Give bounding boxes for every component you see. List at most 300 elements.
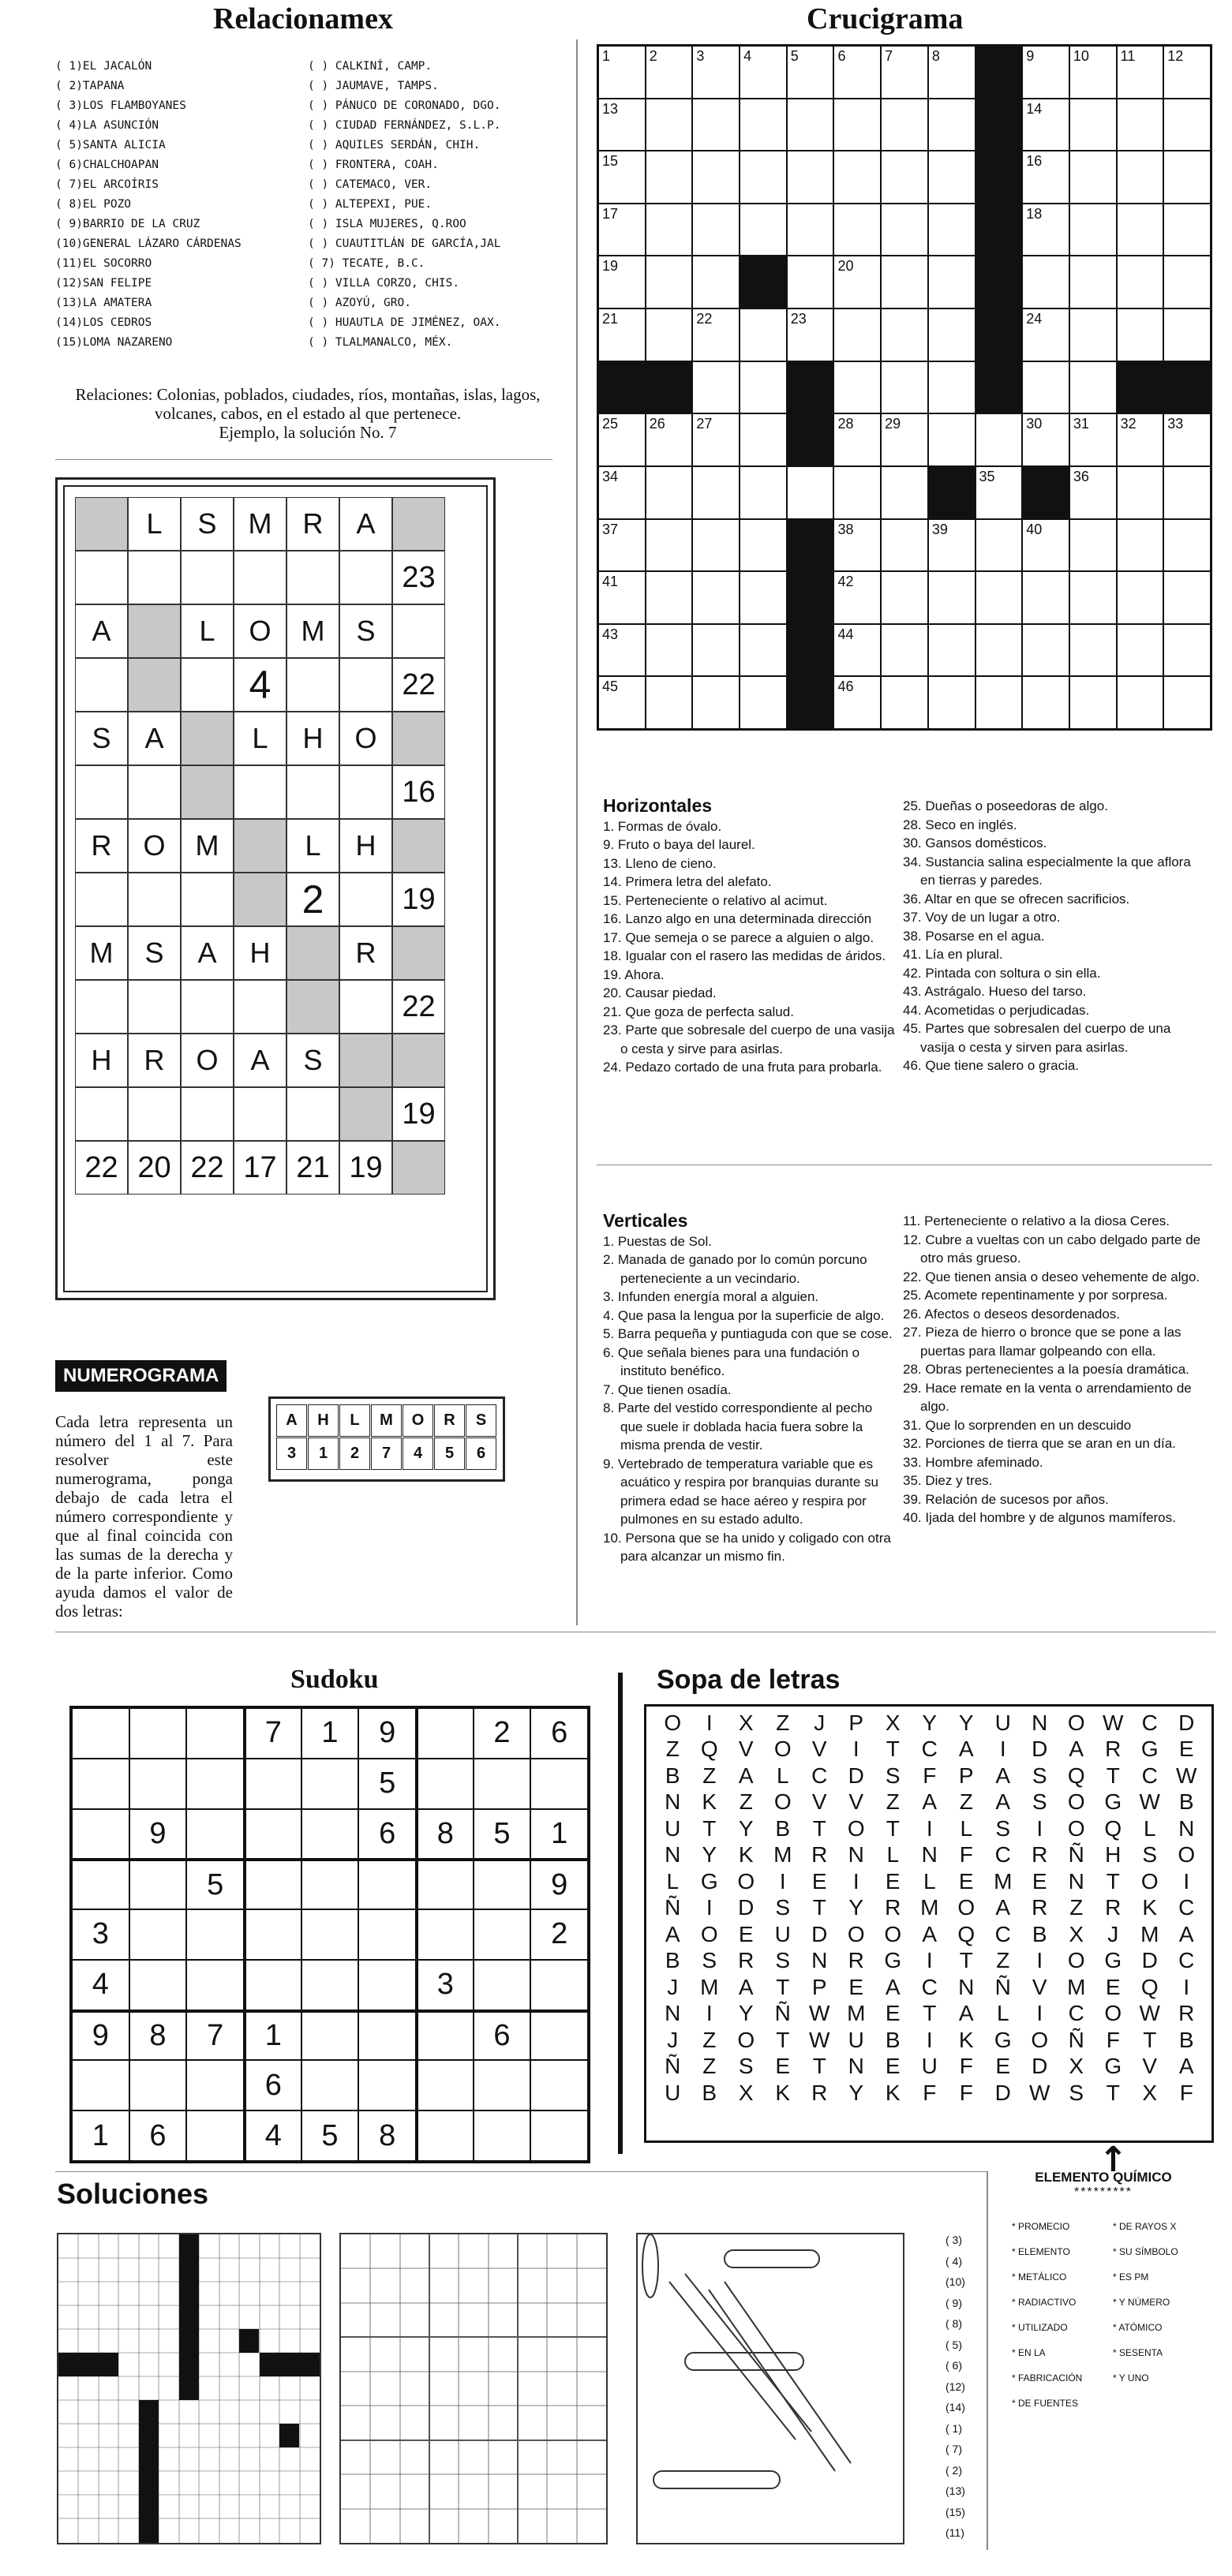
sudoku-cell: 9 — [530, 1859, 588, 1909]
crossword-cell — [1163, 46, 1211, 99]
sudoku-cell — [72, 1708, 129, 1759]
word-search-solution — [636, 2233, 904, 2544]
numerograma-cell — [181, 712, 234, 765]
word-search-letter: X — [738, 2080, 754, 2105]
clue-item: 23. Parte que sobresale del cuerpo de una vasija o cesta y sirve para asirlas. — [603, 1023, 895, 1056]
clue-item: 33. Hombre afeminado. — [903, 1454, 1043, 1470]
word-search-letter: O — [1178, 1842, 1196, 1868]
word-search-letter: Q — [1067, 1763, 1085, 1788]
word-search-letter: O — [737, 1868, 755, 1894]
word-search-letter: A — [958, 2001, 974, 2026]
clue-item: 46. Que tiene salero o gracia. — [903, 1058, 1080, 1073]
crossword-cell-number: 34 — [602, 468, 619, 484]
relacionamex-answer: (11) — [946, 2526, 964, 2539]
relacionamex-list — [55, 57, 560, 353]
numerograma-instructions: Cada letra representa un número del 1 al 7. Para resolver este numerograma, ponga debajo de cada letra el número correspondiente y que al final coincida con las sumas de la derecha y de la parte inferior. Como ayuda damos el valor de dos letras: — [55, 1412, 233, 1621]
sudoku-cell: 6 — [530, 1708, 588, 1759]
numerograma-cell: S — [181, 497, 234, 551]
crossword-cell-number: 21 — [602, 311, 619, 327]
crossword-cell — [787, 308, 834, 361]
word-search-letter: G — [994, 2027, 1012, 2052]
clue-item: 27. Pieza de hierro o bronce que se pone a las puertas para llamar golpeando con ella. — [903, 1325, 1181, 1359]
sudoku-cell — [416, 1708, 474, 1759]
numerograma-cell: O — [181, 1034, 234, 1087]
word-search-letter: I — [926, 2027, 933, 2052]
numerograma-cell: 16 — [392, 765, 445, 819]
relacionamex-place: (10)GENERAL LÁZARO CÁRDENAS — [55, 237, 242, 250]
numerograma-key-value: 2 — [339, 1438, 370, 1470]
word-search-letter: N — [848, 2054, 864, 2079]
crossword-cell — [975, 99, 1023, 151]
crossword-cell — [833, 204, 881, 256]
crossword-cell — [881, 519, 928, 572]
crossword-cell — [928, 308, 975, 361]
word-search-letter: O — [847, 1921, 865, 1946]
relacionamex-state: ( ) TLALMANALCO, MÉX. — [308, 336, 453, 349]
word-search-letter: O — [1104, 2001, 1122, 2026]
relacionamex-solution — [946, 2230, 965, 2544]
sudoku-cell — [186, 1909, 244, 1960]
word-search-letter: K — [702, 1789, 717, 1815]
relacionamex-row — [55, 293, 560, 313]
word-search-letter: C — [1141, 1710, 1158, 1735]
word-search-letter: T — [1106, 1763, 1120, 1788]
word-search-letter: A — [665, 1921, 680, 1946]
crossword-cell — [692, 624, 740, 677]
word-search-letter: V — [1142, 2054, 1158, 2079]
numerograma-cell — [128, 658, 181, 712]
verticales-title: Verticales — [603, 1210, 688, 1231]
elemento-clue: * ES PM — [1113, 2271, 1149, 2283]
word-search-letter: Z — [996, 1948, 1010, 1973]
sudoku-cell: 7 — [244, 1708, 301, 1759]
crossword-cell — [833, 361, 881, 414]
word-search-letter: K — [1142, 1895, 1158, 1920]
crossword-cell-number: 46 — [837, 679, 854, 695]
sudoku-solution-thumbnail — [341, 2234, 606, 2543]
word-search-letter: O — [847, 1815, 865, 1841]
crossword-cell — [928, 99, 975, 151]
relacionamex-row — [55, 195, 560, 215]
sudoku-cell — [72, 1759, 129, 1809]
relacionamex-row — [55, 175, 560, 195]
crossword-cell — [1117, 361, 1164, 414]
word-search-letter: N — [958, 1974, 975, 1999]
numerograma-cell — [234, 819, 286, 873]
clue-item: 12. Cubre a vueltas con un cabo delgado parte de otro más grueso. — [903, 1232, 1201, 1266]
word-search-letter: S — [775, 1948, 791, 1973]
word-search-letter: N — [1178, 1815, 1195, 1841]
sudoku-cell — [474, 1909, 531, 1960]
word-search-letter: G — [1104, 1948, 1122, 1973]
crossword-cell — [1022, 256, 1069, 308]
word-search-letter: E — [811, 1868, 827, 1894]
crossword-cell — [1163, 519, 1211, 572]
relacionamex-place: ( 6)CHALCHOAPAN — [55, 159, 159, 171]
column-divider — [576, 39, 578, 1625]
relacionamex-row — [55, 57, 560, 77]
word-search-letter: A — [738, 1763, 754, 1788]
crossword-cell — [1117, 308, 1164, 361]
relacionamex-state: ( ) CALKINÍ, CAMP. — [308, 60, 433, 73]
numerograma-cell — [339, 658, 392, 712]
relacionamex-place: (13)LA AMATERA — [55, 297, 152, 309]
word-search-letter: S — [1069, 2080, 1084, 2105]
numerograma-cell: R — [128, 1034, 181, 1087]
word-search-letter: T — [1143, 2027, 1157, 2052]
clue-item: 41. Lía en plural. — [903, 947, 1003, 962]
crossword-cell — [881, 676, 928, 729]
relacionamex-place: ( 2)TAPANA — [55, 80, 125, 92]
word-search-letter: W — [1139, 2001, 1160, 2026]
word-search-letter: Ñ — [774, 2001, 791, 2026]
relacionamex-answer: (12) — [946, 2380, 965, 2393]
numerograma-cell — [392, 1034, 445, 1087]
crossword-cell — [1163, 99, 1211, 151]
word-search-letter: L — [960, 1815, 973, 1841]
crossword-cell — [975, 624, 1023, 677]
numerograma-cell: O — [234, 604, 286, 658]
sudoku-cell — [474, 2111, 531, 2161]
crossword-cell — [787, 361, 834, 414]
word-search-letter: M — [773, 1842, 792, 1868]
word-search-letter: C — [921, 1737, 938, 1762]
elemento-clues-col1 — [1012, 2214, 1082, 2416]
word-search-letter: B — [775, 1815, 791, 1841]
relacionamex-row — [55, 234, 560, 254]
crossword-cell — [598, 624, 646, 677]
crossword-cell — [692, 99, 740, 151]
crossword-cell-number: 20 — [837, 258, 854, 275]
sopa-title: Sopa de letras — [657, 1665, 841, 1695]
word-search-letter: L — [923, 1868, 936, 1894]
clue-item: 1. Formas de óvalo. — [603, 818, 722, 834]
relacionamex-place: ( 9)BARRIO DE LA CRUZ — [55, 218, 200, 230]
word-search-letter: T — [886, 1737, 900, 1762]
sudoku-cell: 5 — [474, 1809, 531, 1860]
crossword-cell — [881, 46, 928, 99]
crossword-cell — [1022, 204, 1069, 256]
word-search-letter: I — [1036, 1948, 1043, 1973]
numerograma-cell: A — [128, 712, 181, 765]
numerograma-cell — [339, 873, 392, 926]
clue-item: 5. Barra pequeña y puntiaguda con que se cose. — [603, 1326, 893, 1341]
elemento-clue: * ELEMENTO — [1012, 2246, 1070, 2257]
word-search-row — [654, 2001, 1205, 2028]
crossword-cell — [787, 571, 834, 624]
sudoku-cell: 6 — [244, 2060, 301, 2111]
crossword-cell-number: 35 — [979, 468, 995, 484]
word-search-letter: G — [1104, 2054, 1122, 2079]
sudoku-cell — [530, 2060, 588, 2111]
word-search-letter: O — [773, 1789, 792, 1815]
sudoku-cell: 3 — [416, 1960, 474, 2010]
crossword-cell — [881, 361, 928, 414]
crossword-cell-number: 26 — [649, 416, 665, 432]
crossword-grid — [597, 44, 1212, 731]
relacionamex-state: ( ) ALTEPEXI, PUE. — [308, 198, 433, 211]
relacionamex-row — [55, 116, 560, 136]
word-search-letter: Q — [1140, 1974, 1159, 1999]
sudoku-cell: 4 — [72, 1960, 129, 2010]
crossword-cell — [646, 204, 693, 256]
relacionamex-state: ( ) HUAUTLA DE JIMÉNEZ, OAX. — [308, 316, 501, 329]
relacionamex-state: ( ) AZOYÚ, GRO. — [308, 297, 411, 309]
crossword-cell — [646, 519, 693, 572]
clue-item: 10. Persona que se ha unido y coligado con otra para alcanzar un mismo fin. — [603, 1530, 891, 1564]
horizontales-title: Horizontales — [603, 795, 713, 816]
crossword-cell — [787, 624, 834, 677]
numerograma-key-letter: A — [276, 1404, 307, 1437]
clue-item: 3. Infunden energía moral a alguien. — [603, 1289, 819, 1304]
crossword-cell — [833, 151, 881, 204]
sudoku-cell — [186, 1759, 244, 1809]
crossword-cell — [1069, 413, 1117, 466]
numerograma-cell — [75, 1087, 128, 1141]
word-search-letter: R — [1105, 1895, 1122, 1920]
crossword-cell — [646, 571, 693, 624]
relacionamex-place: ( 3)LOS FLAMBOYANES — [55, 99, 186, 112]
crossword-cell — [1022, 46, 1069, 99]
numerograma-cell — [75, 873, 128, 926]
word-search-letter: V — [811, 1789, 827, 1815]
crossword-cell-number: 24 — [1026, 311, 1043, 327]
crossword-cell — [1022, 308, 1069, 361]
word-search-letter: S — [885, 1763, 901, 1788]
sudoku-cell — [358, 2060, 416, 2111]
word-search-row — [654, 1921, 1205, 1948]
crossword-cell — [881, 256, 928, 308]
crossword-cell — [1022, 676, 1069, 729]
word-search-letter: Z — [959, 1789, 973, 1815]
crossword-cell — [646, 361, 693, 414]
sudoku-cell — [244, 1759, 301, 1809]
numerograma-cell: 17 — [234, 1141, 286, 1195]
word-search-row — [654, 2080, 1205, 2107]
relacionamex-example: Ejemplo, la solución No. 7 — [219, 423, 397, 442]
crossword-cell — [881, 413, 928, 466]
crucigrama-title: Crucigrama — [807, 2, 964, 36]
crossword-cell-number: 4 — [743, 48, 752, 64]
numerograma-cell — [392, 497, 445, 551]
clue-item: 26. Afectos o deseos desordenados. — [903, 1306, 1121, 1322]
sudoku-cell: 9 — [72, 2010, 129, 2061]
crossword-cell — [740, 151, 787, 204]
numerograma-cell: R — [286, 497, 339, 551]
crossword-cell — [692, 46, 740, 99]
crossword-cell — [692, 151, 740, 204]
crossword-cell-number: 36 — [1073, 468, 1089, 484]
crossword-cell — [646, 676, 693, 729]
crossword-cell — [1163, 466, 1211, 519]
word-search-letter: B — [665, 1948, 680, 1973]
word-search-letter: N — [1068, 1868, 1084, 1894]
word-search-letter: L — [776, 1763, 789, 1788]
word-search-letter: Y — [958, 1710, 974, 1735]
numerograma-cell: 22 — [181, 1141, 234, 1195]
crossword-cell — [975, 519, 1023, 572]
sudoku-cell — [186, 2060, 244, 2111]
word-search-letter: Y — [848, 1895, 864, 1920]
word-search-letter: I — [1183, 1974, 1190, 1999]
word-search-letter: I — [926, 1948, 933, 1973]
word-search-letter: S — [1032, 1789, 1047, 1815]
numerograma-cell — [392, 1141, 445, 1195]
sudoku-cell: 5 — [301, 2111, 359, 2161]
sudoku-cell — [416, 2111, 474, 2161]
crossword-cell-number: 7 — [885, 48, 893, 64]
word-search-letter: I — [1036, 1815, 1043, 1841]
crossword-cell-number: 5 — [790, 48, 799, 64]
crossword-cell — [1163, 151, 1211, 204]
word-search-letter: S — [995, 1815, 1011, 1841]
numerograma-cell — [392, 712, 445, 765]
crossword-cell-number: 6 — [837, 48, 846, 64]
numerograma-cell: 21 — [286, 1141, 339, 1195]
numerograma-cell: L — [286, 819, 339, 873]
numerograma-cell: 22 — [75, 1141, 128, 1195]
clue-item: 15. Perteneciente o relativo al acimut. — [603, 892, 828, 908]
word-search-letter: C — [1178, 1895, 1195, 1920]
clue-item: 17. Que semeja o se parece a alguien o algo. — [603, 929, 874, 945]
crossword-cell-number: 42 — [837, 574, 854, 590]
crossword-cell-number: 25 — [602, 416, 619, 432]
word-search-letter: E — [848, 1974, 864, 1999]
crossword-cell — [598, 571, 646, 624]
crossword-cell — [1117, 676, 1164, 729]
crossword-cell — [833, 256, 881, 308]
word-search-letter: L — [996, 2001, 1009, 2026]
word-search-letter: F — [959, 2080, 973, 2105]
word-search-letter: B — [702, 2080, 717, 2105]
numerograma-cell — [339, 1087, 392, 1141]
word-search-letter: P — [811, 1974, 827, 1999]
numerograma-title: NUMEROGRAMA — [55, 1360, 227, 1392]
crossword-cell — [1163, 624, 1211, 677]
word-search-letter: B — [885, 2027, 901, 2052]
crossword-cell-number: 22 — [696, 311, 713, 327]
crossword-cell — [692, 308, 740, 361]
clue-item: 32. Porciones de tierra que se aran en un día. — [903, 1436, 1176, 1451]
sudoku-cell — [358, 1960, 416, 2010]
numerograma-key-letter: S — [466, 1404, 496, 1437]
word-search-letter: G — [884, 1948, 902, 1973]
clue-item: 1. Puestas de Sol. — [603, 1233, 712, 1249]
word-search-letter: Ñ — [994, 1974, 1011, 1999]
elemento-clue: * SESENTA — [1113, 2347, 1163, 2358]
sudoku-cell: 1 — [72, 2111, 129, 2161]
word-search-letter: T — [886, 1815, 900, 1841]
sudoku-cell — [244, 1960, 301, 2010]
clue-item: 2. Manada de ganado por lo común porcuno perteneciente a un vecindario. — [603, 1252, 867, 1286]
word-search-letter: A — [885, 1974, 901, 1999]
clue-item: 39. Relación de sucesos por años. — [903, 1491, 1109, 1507]
relacionamex-answer: (10) — [946, 2275, 965, 2288]
numerograma-cell — [234, 765, 286, 819]
crossword-cell-number: 32 — [1120, 416, 1137, 432]
crossword-cell — [1022, 361, 1069, 414]
sudoku-cell — [186, 2111, 244, 2161]
crossword-cell-number: 9 — [1026, 48, 1035, 64]
crossword-cell — [1069, 466, 1117, 519]
word-search-letter: Y — [702, 1842, 717, 1868]
word-search-row — [654, 1815, 1205, 1842]
word-search-letter: B — [1178, 1789, 1194, 1815]
relacionamex-state: ( ) AQUILES SERDÁN, CHIH. — [308, 139, 481, 151]
word-search-letter: S — [1142, 1842, 1158, 1868]
word-search-letter: O — [1067, 1789, 1085, 1815]
word-search-letter: T — [923, 2001, 937, 2026]
word-search-letter: T — [776, 2027, 790, 2052]
word-search-letter: D — [738, 1895, 755, 1920]
crossword-cell — [833, 99, 881, 151]
crossword-cell — [646, 99, 693, 151]
numerograma-cell: 4 — [234, 658, 286, 712]
relacionamex-answer: ( 3) — [946, 2234, 962, 2246]
word-search-letter: N — [665, 2001, 681, 2026]
word-search-letter: B — [1032, 1921, 1047, 1946]
crossword-cell-number: 44 — [837, 626, 854, 642]
crossword-cell — [598, 308, 646, 361]
relacionamex-place: (15)LOMA NAZARENO — [55, 336, 173, 349]
numerograma-cell — [286, 551, 339, 604]
word-search-letter: C — [811, 1763, 828, 1788]
numerograma-cell — [392, 819, 445, 873]
word-search-letter: F — [923, 2080, 937, 2105]
numerograma-cell — [286, 980, 339, 1034]
numerograma-cell: S — [286, 1034, 339, 1087]
sudoku-cell: 8 — [129, 2010, 187, 2061]
crossword-cell — [1022, 519, 1069, 572]
relacionamex-place: ( 7)EL ARCOÍRIS — [55, 178, 159, 191]
crossword-cell — [787, 151, 834, 204]
word-search-letter: M — [994, 1868, 1013, 1894]
crossword-cell-number: 33 — [1167, 416, 1184, 432]
word-search-letter: I — [1036, 2001, 1043, 2026]
elemento-clue: * PROMECIO — [1012, 2221, 1070, 2232]
crossword-cell — [833, 676, 881, 729]
sudoku-cell: 6 — [129, 2111, 187, 2161]
crossword-cell — [598, 46, 646, 99]
word-search-letter: N — [665, 1789, 681, 1815]
word-search-letter: L — [1143, 1815, 1156, 1841]
numerograma-key-value: 5 — [434, 1438, 465, 1470]
word-search-letter: C — [994, 1921, 1011, 1946]
word-search-letter: I — [779, 1868, 786, 1894]
word-search-row — [654, 1974, 1205, 2001]
word-search-letter: W — [1103, 1710, 1124, 1735]
word-search-letter: I — [706, 2001, 713, 2026]
numerograma-cell — [286, 765, 339, 819]
word-search-letter: B — [1178, 2027, 1194, 2052]
word-search-letter: W — [809, 2027, 830, 2052]
numerograma-key-value: 7 — [371, 1438, 402, 1470]
crossword-cell — [1163, 256, 1211, 308]
word-search-letter: Ñ — [1068, 1842, 1084, 1868]
crossword-cell — [740, 308, 787, 361]
sudoku-cell — [129, 1759, 187, 1809]
word-search-letter: A — [738, 1974, 754, 1999]
crossword-cell-number: 29 — [885, 416, 901, 432]
crossword-cell — [928, 571, 975, 624]
crossword-cell — [881, 204, 928, 256]
numerograma-cell: H — [286, 712, 339, 765]
crossword-cell — [975, 413, 1023, 466]
numerograma-cell — [392, 604, 445, 658]
numerograma-cell — [181, 765, 234, 819]
crossword-cell — [928, 413, 975, 466]
verticales-col2 — [903, 1212, 1203, 1527]
